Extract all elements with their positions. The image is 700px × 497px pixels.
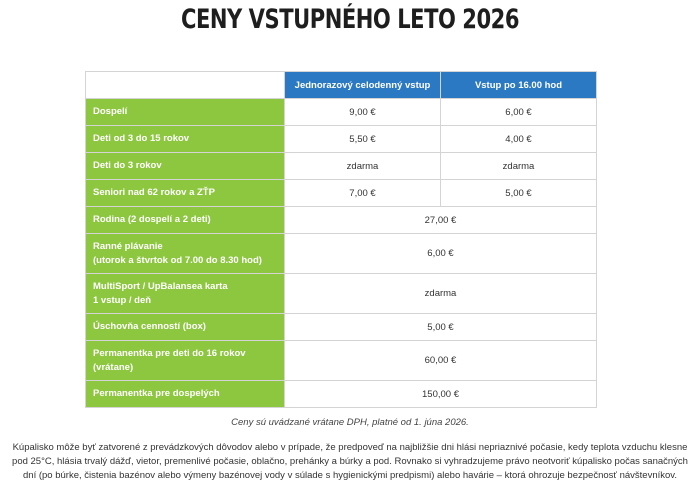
price-cell: 9,00 € xyxy=(285,99,441,126)
price-cell: 5,50 € xyxy=(285,126,441,153)
row-label: Deti od 3 do 15 rokov xyxy=(86,126,285,153)
table-row xyxy=(86,274,597,314)
price-cell: 4,00 € xyxy=(441,126,597,153)
table-row xyxy=(86,234,597,274)
row-label: Úschovňa cenností (box) xyxy=(86,314,285,341)
row-label: Ranné plávanie (utorok a štvrtok od 7.00 do 8.30 hod) xyxy=(86,234,285,274)
price-cell: 60,00 € xyxy=(285,341,597,381)
row-label: MultiSport / UpBalansea karta 1 vstup / deň xyxy=(86,274,285,314)
row-label: Seniori nad 62 rokov a ZŤP xyxy=(86,180,285,207)
price-cell: 7,00 € xyxy=(285,180,441,207)
table-row xyxy=(86,180,597,207)
price-cell: 27,00 € xyxy=(285,207,597,234)
table-row xyxy=(86,381,597,408)
price-table xyxy=(85,71,597,408)
price-cell: zdarma xyxy=(285,274,597,314)
price-cell: 6,00 € xyxy=(285,234,597,274)
column-header-after-16: Vstup po 16.00 hod xyxy=(441,72,597,99)
closure-disclaimer: Kúpalisko môže byť zatvorené z prevádzkových dôvodov alebo v prípade, že predpoveď na najbližšie dni hlási nepriaznivé počasie, kedy teplota vzduchu klesne pod 25°C, hlásia trvalý dážď, vietor, premenlivé počasie, oblačno, prehánky a búrky a pod. Rovnako si vyhradzujeme právo neotvoriť kúpalisko počas sanačných dní (po búrke, čistenia bazénov alebo výmeny bazénovej vody v súlade s hygienickými predpismi) alebo havárie – ktorá ohrozuje bezpečnosť návštevníkov. xyxy=(12,442,688,481)
column-header-full-day: Jednorazový celodenný vstup xyxy=(285,72,441,99)
table-row xyxy=(86,126,597,153)
price-note: Ceny sú uvádzané vrátane DPH, platné od 1. júna 2026. xyxy=(231,417,469,428)
table-row xyxy=(86,153,597,180)
price-cell: zdarma xyxy=(285,153,441,180)
row-label: Rodina (2 dospelí a 2 deti) xyxy=(86,207,285,234)
table-row xyxy=(86,99,597,126)
price-cell: zdarma xyxy=(441,153,597,180)
page-title: CENY VSTUPNÉHO LETO 2026 xyxy=(180,4,520,35)
price-cell: 5,00 € xyxy=(285,314,597,341)
table-row xyxy=(86,341,597,381)
row-label: Permanentka pre deti do 16 rokov (vrátane) xyxy=(86,341,285,381)
price-cell: 6,00 € xyxy=(441,99,597,126)
price-cell: 5,00 € xyxy=(441,180,597,207)
row-label: Dospelí xyxy=(86,99,285,126)
price-cell: 150,00 € xyxy=(285,381,597,408)
header-empty-cell xyxy=(86,72,285,99)
table-row xyxy=(86,207,597,234)
table-header-row xyxy=(86,72,597,99)
table-row xyxy=(86,314,597,341)
row-label: Deti do 3 rokov xyxy=(86,153,285,180)
row-label: Permanentka pre dospelých xyxy=(86,381,285,408)
